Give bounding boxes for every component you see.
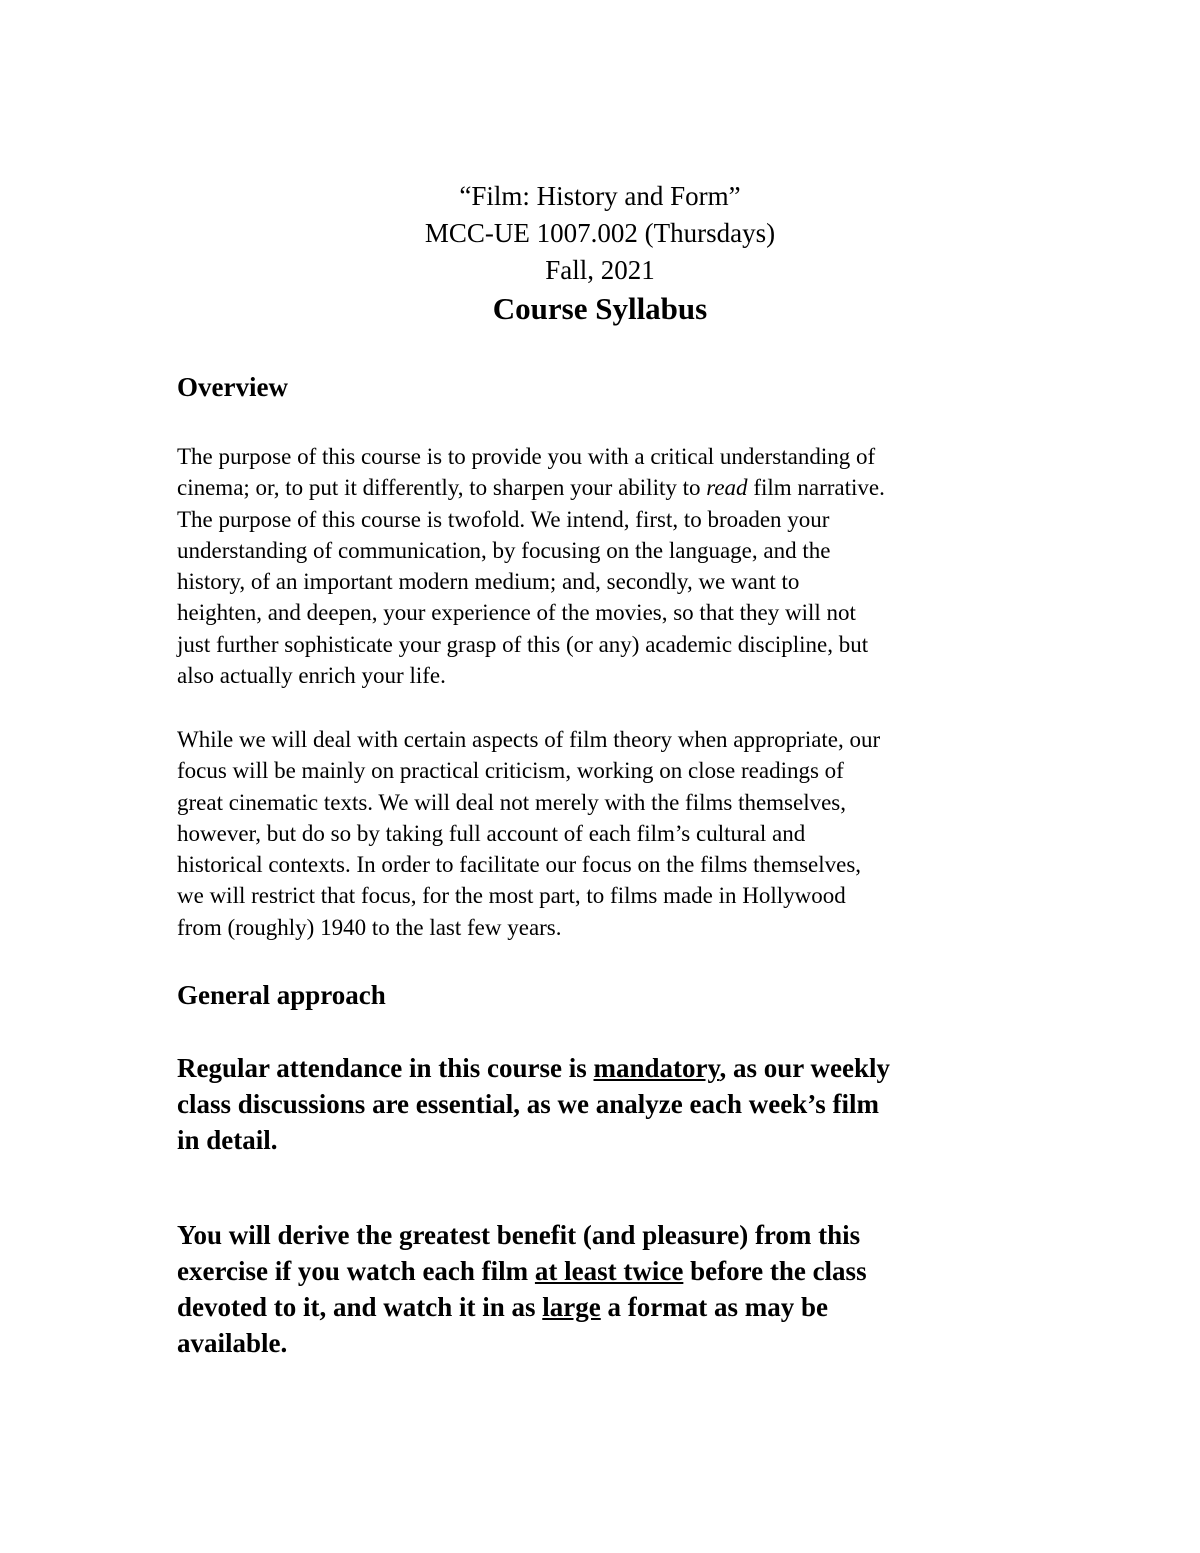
text-line: however, but do so by taking full account of each film’s cultural and [177,820,806,846]
text-line: historical contexts. In order to facilitate our focus on the films themselves, [177,852,862,878]
text-line [177,1289,1037,1325]
text-line: The purpose of this course is to provide you with a critical understanding of [177,444,876,469]
document-header [0,178,1200,329]
course-code: MCC-UE 1007.002 (Thursdays) [424,218,776,248]
text-span: exercise if you watch each film [177,1256,535,1286]
overview-paragraph-2 [177,724,1037,943]
text-span: devoted to it, and watch it in as [177,1292,543,1322]
text-line: from (roughly) 1940 to the last few years. [177,914,562,940]
emphasis-read: read [706,475,748,501]
text-line: we will restrict that focus, for the most part, to films made in Hollywood [177,883,846,909]
text-line: available. [177,1328,288,1358]
text-line: While we will deal with certain aspects of film theory when appropriate, our [177,727,881,752]
text-line: You will derive the greatest benefit (and pleasure) from this [177,1220,861,1250]
text-span: film narrative. [747,475,885,501]
text-line: history, of an important modern medium; and, secondly, we want to [177,569,800,595]
general-approach-heading: General approach [177,980,386,1010]
text-line [177,472,1037,503]
text-line: also actually enrich your life. [177,663,446,689]
text-line [177,1050,1037,1086]
document-title: Course Syllabus [492,291,708,326]
underlined-mandatory: mandatory [593,1053,720,1083]
text-line: great cinematic texts. We will deal not merely with the films themselves, [177,789,847,815]
text-line: just further sophisticate your grasp of this (or any) academic discipline, but [177,631,869,657]
text-span: Regular attendance in this course is [177,1053,594,1083]
text-line [177,1253,1037,1289]
course-title: “Film: History and Form” [459,181,741,211]
text-span: cinema; or, to put it differently, to sharpen your ability to [177,475,707,501]
text-line: focus will be mainly on practical criticism, working on close readings of [177,758,844,784]
text-span: before the class [683,1256,867,1286]
attendance-paragraph [177,1050,1037,1158]
course-term: Fall, 2021 [545,255,655,285]
text-line: class discussions are essential, as we analyze each week’s film [177,1089,879,1119]
text-line: heighten, and deepen, your experience of the movies, so that they will not [177,600,856,626]
text-span: a format as may be [600,1292,828,1322]
text-line: The purpose of this course is twofold. We intend, first, to broaden your [177,506,830,532]
underlined-large: large [542,1292,601,1322]
overview-heading: Overview [177,372,288,402]
benefit-paragraph [177,1217,1037,1361]
text-line: in detail. [177,1125,278,1155]
overview-paragraph-1 [177,441,1037,691]
text-span: , as our weekly [719,1053,891,1083]
text-line: understanding of communication, by focusing on the language, and the [177,537,831,563]
underlined-at-least-twice: at least twice [534,1256,684,1286]
